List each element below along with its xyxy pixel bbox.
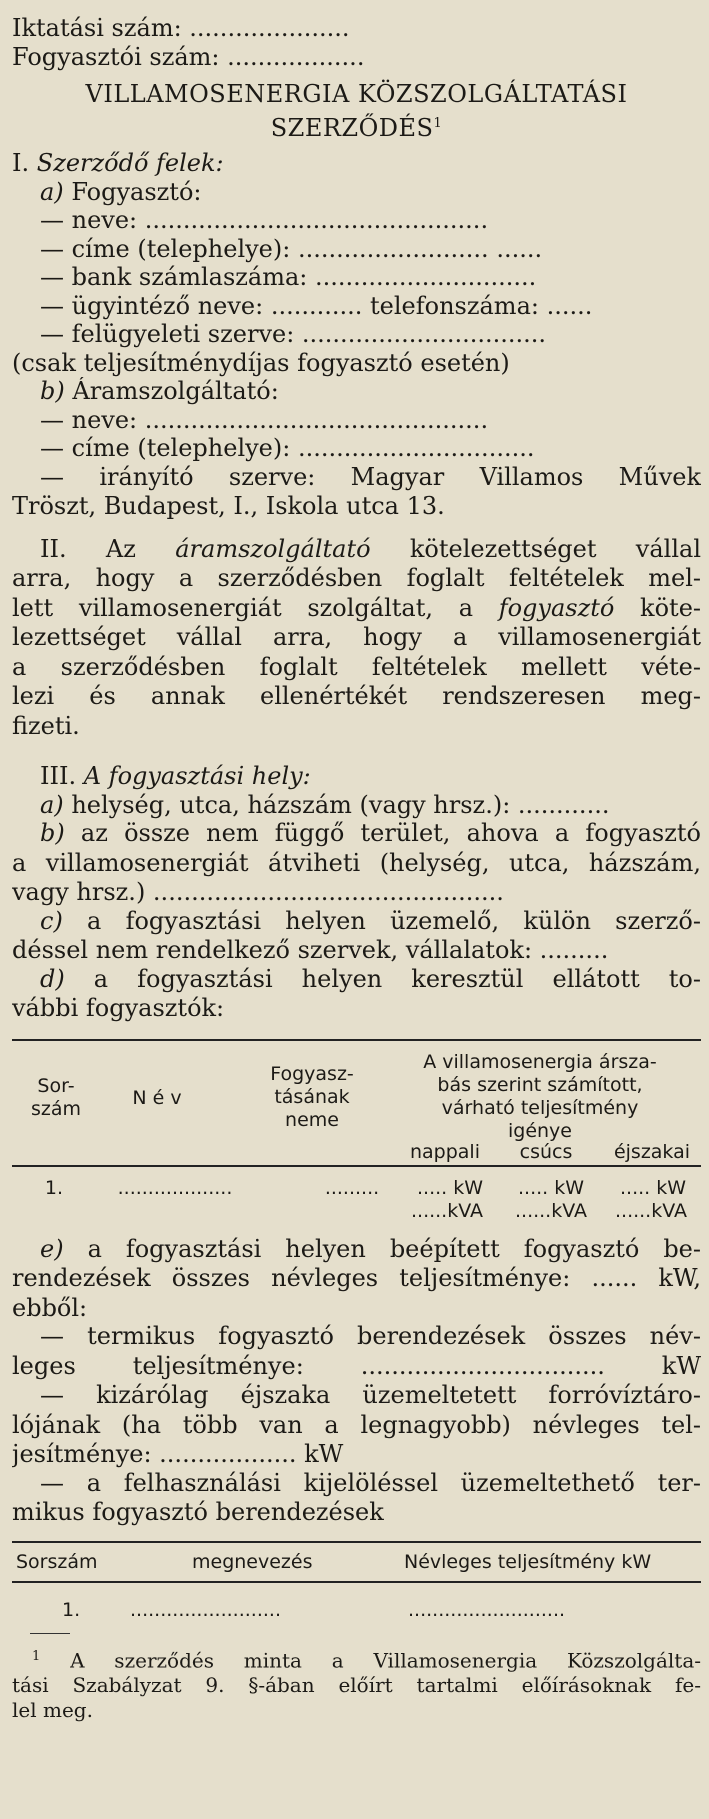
location-c-line-2: déssel nem rendelkező szervek, vállalatok: ......... — [12, 936, 609, 964]
location-d-line-1: d) a fogyasztási helyen keresztül ellátott to- — [40, 964, 701, 993]
table-2-row-value: .......................... — [408, 1598, 566, 1621]
table-2-row-name: ......................... — [130, 1598, 281, 1621]
row-kw-peak: ..... kW — [517, 1176, 585, 1199]
consumer-label: Fogyasztó: — [71, 177, 202, 206]
footnote-line-3: lel meg. — [12, 1698, 93, 1723]
footnote-marker: 1 — [433, 116, 443, 131]
item-e-line-10: mikus fogyasztó berendezések — [12, 1498, 384, 1526]
item-a-label: a) — [40, 177, 64, 206]
item-e-line-7: lójának (ha több van a legnagyobb) névleges tel- — [12, 1410, 701, 1439]
supplier-authority-line-2: Tröszt, Budapest, I., Iskola utca 13. — [12, 492, 445, 520]
location-d-line-2: vábbi fogyasztók: — [12, 994, 225, 1022]
section-2-line-6: lezi és annak ellenértékét rendszeresen meg- — [12, 682, 701, 710]
section-3-title: A fogyasztási hely: — [83, 762, 311, 790]
item-e-line-8: jesítménye: .................. kW — [12, 1440, 344, 1468]
location-c-line-1: c) a fogyasztási helyen üzemelő, külön szerző- — [40, 906, 701, 935]
section-2-line-1: II. Az áramszolgáltató kötelezettséget vállal — [40, 534, 701, 563]
registration-number: Iktatási szám: ..................... — [12, 14, 350, 42]
sub-ejszakai: éjszakai — [613, 1140, 691, 1163]
footnote — [12, 1644, 701, 1724]
location-b-line-3: vagy hrsz.) .............................................. — [12, 878, 504, 906]
col-nev-header: N é v — [132, 1086, 182, 1109]
row-kva-day: ......kVA — [410, 1199, 484, 1222]
consumer-number: Fogyasztói szám: .................. — [12, 42, 365, 71]
supplier-label: Áramszolgáltató: — [72, 377, 279, 405]
section-3-number: III. — [40, 762, 77, 790]
sub-csucs: csúcs — [519, 1140, 573, 1163]
section-1-number: I. — [12, 149, 30, 177]
sub-nappali: nappali — [409, 1140, 480, 1163]
table-2-row-number: 1. — [62, 1598, 81, 1621]
consumer-contact-field: — ügyintéző neve: ............ telefonszáma: ...... — [40, 291, 593, 320]
consumer-note: (csak teljesítménydíjas fogyasztó esetén) — [12, 348, 510, 377]
row-kva-peak: ......kVA — [514, 1199, 588, 1222]
section-2-line-3: lett villamosenergiát szolgáltat, a fogyasztó köte- — [12, 593, 701, 622]
section-2-line-4: lezettséget vállal arra, hogy a villamosenergiát — [12, 623, 701, 651]
col-sorszam-header: Sor- szám — [30, 1074, 82, 1120]
item-e-line-5: leges teljesítménye: ................................ kW — [12, 1351, 701, 1380]
section-2-line-7: fizeti. — [12, 711, 80, 740]
supplier-heading — [12, 377, 701, 406]
col-igeny-header: A villamosenergia ársza- bás szerint számított, várható teljesítmény igénye — [423, 1050, 657, 1142]
supplier-address-field: — címe (telephelye): ............................... — [40, 434, 535, 462]
supplier-authority-line-1: — irányító szerve: Magyar Villamos Művek — [40, 462, 701, 491]
section-2-line-5: a szerződésben foglalt feltételek mellett véte- — [12, 652, 701, 681]
item-e-line-1: e) a fogyasztási helyen beépített fogyasztó be- — [40, 1234, 701, 1263]
col-megnevezes: megnevezés — [192, 1550, 313, 1573]
row-type: ......... — [324, 1176, 380, 1199]
title-line-2 — [12, 109, 701, 143]
item-e-line-9: — a felhasználási kijelöléssel üzemeltethető ter- — [40, 1468, 701, 1497]
consumer-name-field: — neve: ............................................. — [40, 206, 489, 234]
title-line-1: VILLAMOSENERGIA KÖZSZOLGÁLTATÁSI — [85, 80, 628, 108]
consumer-address-field: — címe (telephelye): ......................... ...... — [40, 234, 543, 263]
location-a: a) helység, utca, házszám (vagy hrsz.): ............ — [40, 790, 610, 819]
section-1-title: Szerződő felek: — [36, 149, 224, 177]
section-2-line-2: arra, hogy a szerződésben foglalt feltételek mel- — [12, 564, 701, 592]
consumer-heading — [12, 178, 701, 207]
col-nevleges: Névleges teljesítmény kW — [404, 1550, 652, 1573]
item-e-line-4: — termikus fogyasztó berendezések összes név- — [40, 1322, 701, 1350]
row-kva-night: ......kVA — [614, 1199, 688, 1222]
section-1-heading — [12, 149, 701, 178]
table-1-row — [12, 1167, 701, 1225]
col-sorszam-2: Sorszám — [16, 1550, 98, 1573]
row-name: ................... — [117, 1176, 233, 1199]
col-neme-header: Fogyasz- tásának neme — [270, 1062, 354, 1131]
item-e-line-3: ebből: — [12, 1293, 88, 1322]
row-kw-night: ..... kW — [619, 1176, 687, 1199]
item-b-label: b) — [40, 377, 65, 405]
row-number: 1. — [44, 1176, 64, 1199]
title-text: SZERZŐDÉS — [270, 114, 434, 142]
footnote-line-1: $^1$ A szerződés minta a Villamosenergia Közszolgálta- — [32, 1648, 701, 1673]
item-e-line-6: — kizárólag éjszaka üzemeltetett forróvíztáro- — [40, 1381, 701, 1409]
row-kw-day: ..... kW — [416, 1176, 484, 1199]
table-1-header — [12, 1041, 701, 1165]
location-b-line-1: b) az össze nem függő terület, ahova a fogyasztó — [40, 819, 701, 847]
consumer-bank-field: — bank számlaszáma: ............................. — [40, 263, 537, 291]
table-2-header — [12, 1543, 701, 1581]
table-2-row — [12, 1583, 701, 1633]
footnote-line-2: tási Szabályzat 9. §-ában előírt tartalmi előírásoknak fe- — [12, 1673, 701, 1698]
location-b-line-2: a villamosenergiát átviheti (helység, utca, házszám, — [12, 848, 701, 877]
section-3-heading — [12, 762, 701, 791]
supplier-name-field: — neve: ............................................. — [40, 405, 489, 434]
item-e-line-2: rendezések összes névleges teljesítménye: ...... kW, — [12, 1264, 701, 1292]
consumer-supervisor-field: — felügyeleti szerve: ................................ — [40, 320, 547, 348]
